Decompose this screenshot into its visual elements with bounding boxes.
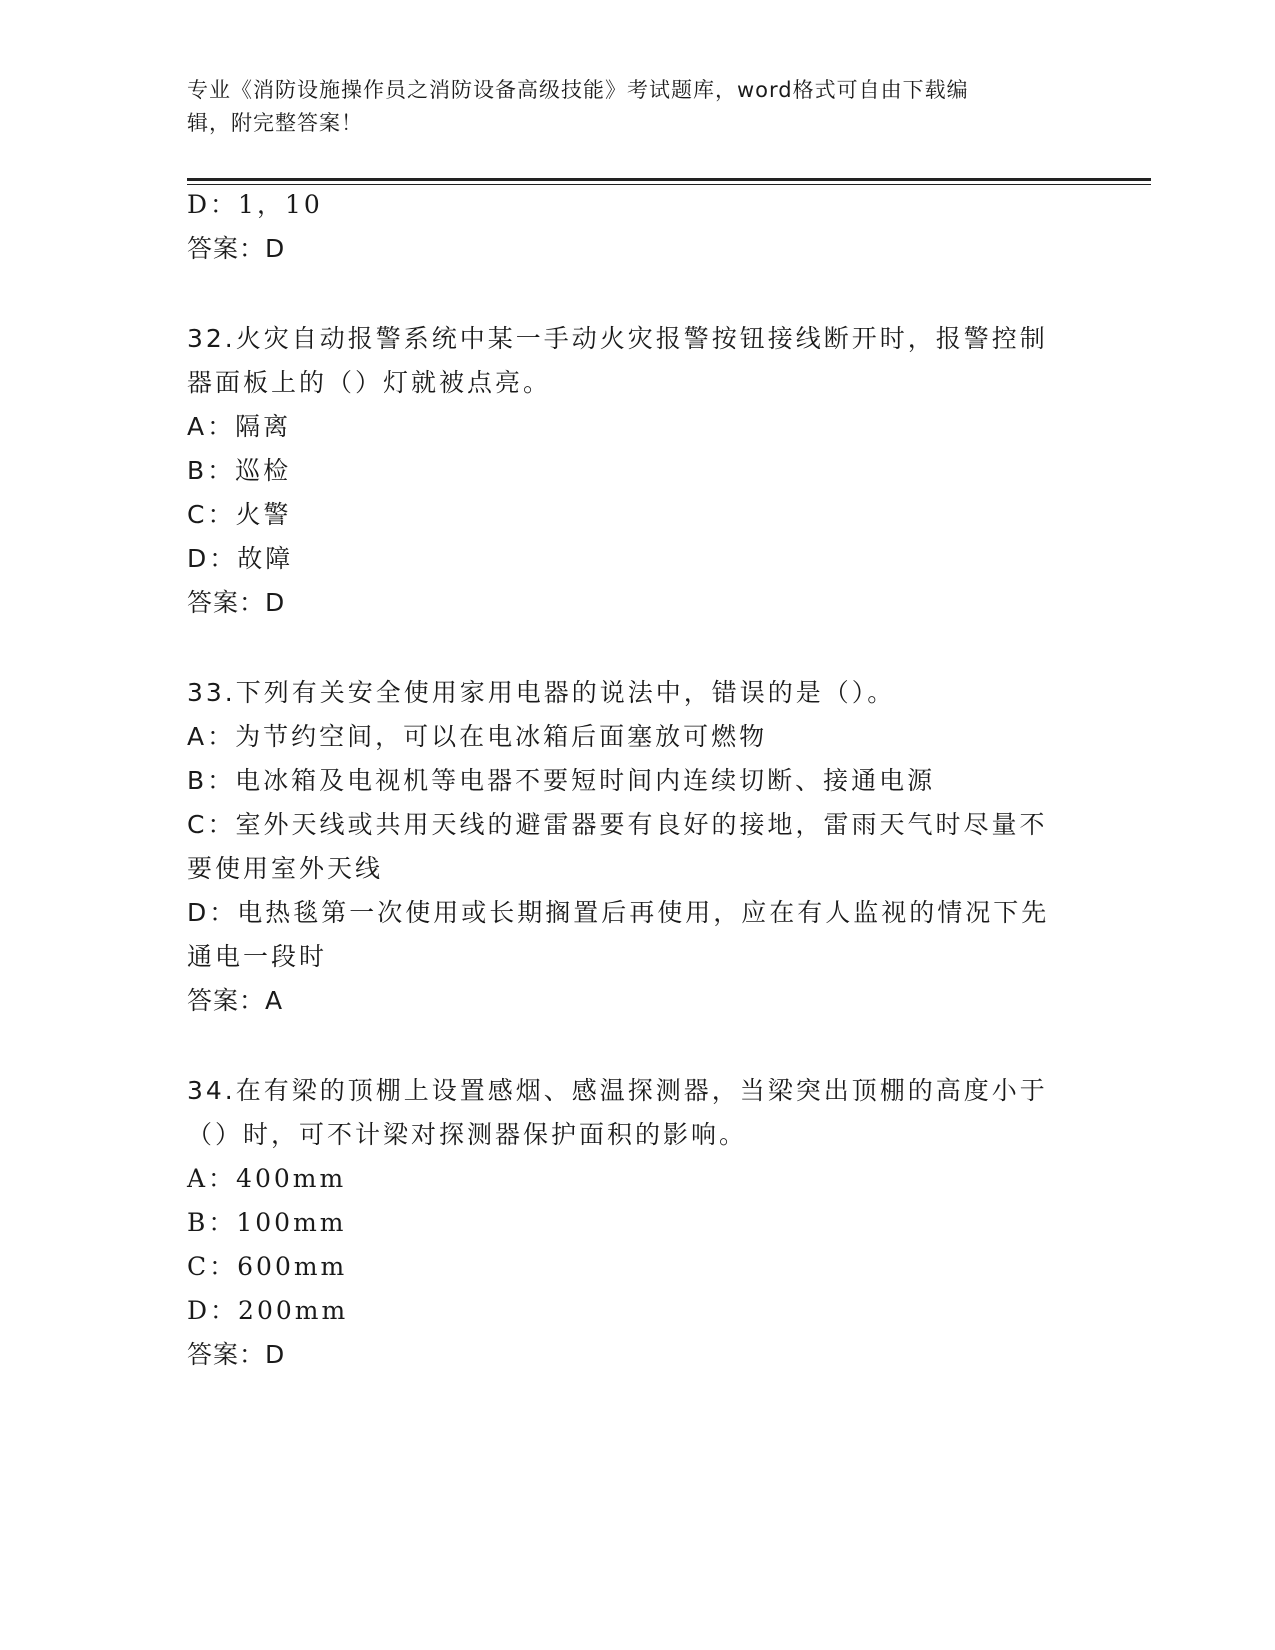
header-line-1: 专业《消防设施操作员之消防设备高级技能》考试题库，word格式可自由下载编	[187, 78, 969, 102]
option-c: C：室外天线或共用天线的避雷器要有良好的接地，雷雨天气时尽量不	[187, 810, 1048, 839]
question-stem-line: （）时，可不计梁对探测器保护面积的影响。	[187, 1120, 748, 1149]
option-c: C：火警	[187, 500, 292, 529]
option-b: B：电冰箱及电视机等电器不要短时间内连续切断、接通电源	[187, 766, 936, 795]
header-divider-thick	[187, 178, 1151, 181]
page-header	[187, 74, 1077, 140]
option-c-continued: 要使用室外天线	[187, 854, 384, 883]
header-divider-thin	[187, 184, 1151, 185]
answer-text: 答案：A	[187, 986, 284, 1015]
answer-text: 答案：D	[187, 588, 286, 617]
option-d: D：电热毯第一次使用或长期搁置后再使用，应在有人监视的情况下先	[187, 898, 1050, 927]
option-a: A：为节约空间，可以在电冰箱后面塞放可燃物	[187, 722, 768, 751]
option-b: B：100mm	[187, 1208, 347, 1237]
header-line-2: 辑，附完整答案！	[187, 111, 363, 135]
option-a: A：隔离	[187, 412, 292, 441]
question-stem-line: 32.火灾自动报警系统中某一手动火灾报警按钮接线断开时，报警控制	[187, 324, 1048, 353]
option-d: D：1，10	[187, 190, 323, 219]
option-d: D：200mm	[187, 1296, 349, 1325]
option-d: D：故障	[187, 544, 294, 573]
answer-text: 答案：D	[187, 1340, 286, 1369]
option-b: B：巡检	[187, 456, 292, 485]
option-a: A：400mm	[187, 1164, 347, 1193]
question-stem-line: 33.下列有关安全使用家用电器的说法中，错误的是（）。	[187, 678, 896, 707]
question-stem-line: 34.在有梁的顶棚上设置感烟、感温探测器，当梁突出顶棚的高度小于	[187, 1076, 1048, 1105]
question-stem-line: 器面板上的（）灯就被点亮。	[187, 368, 552, 397]
answer-text: 答案：D	[187, 234, 286, 263]
option-d-continued: 通电一段时	[187, 942, 328, 971]
option-c: C：600mm	[187, 1252, 348, 1281]
